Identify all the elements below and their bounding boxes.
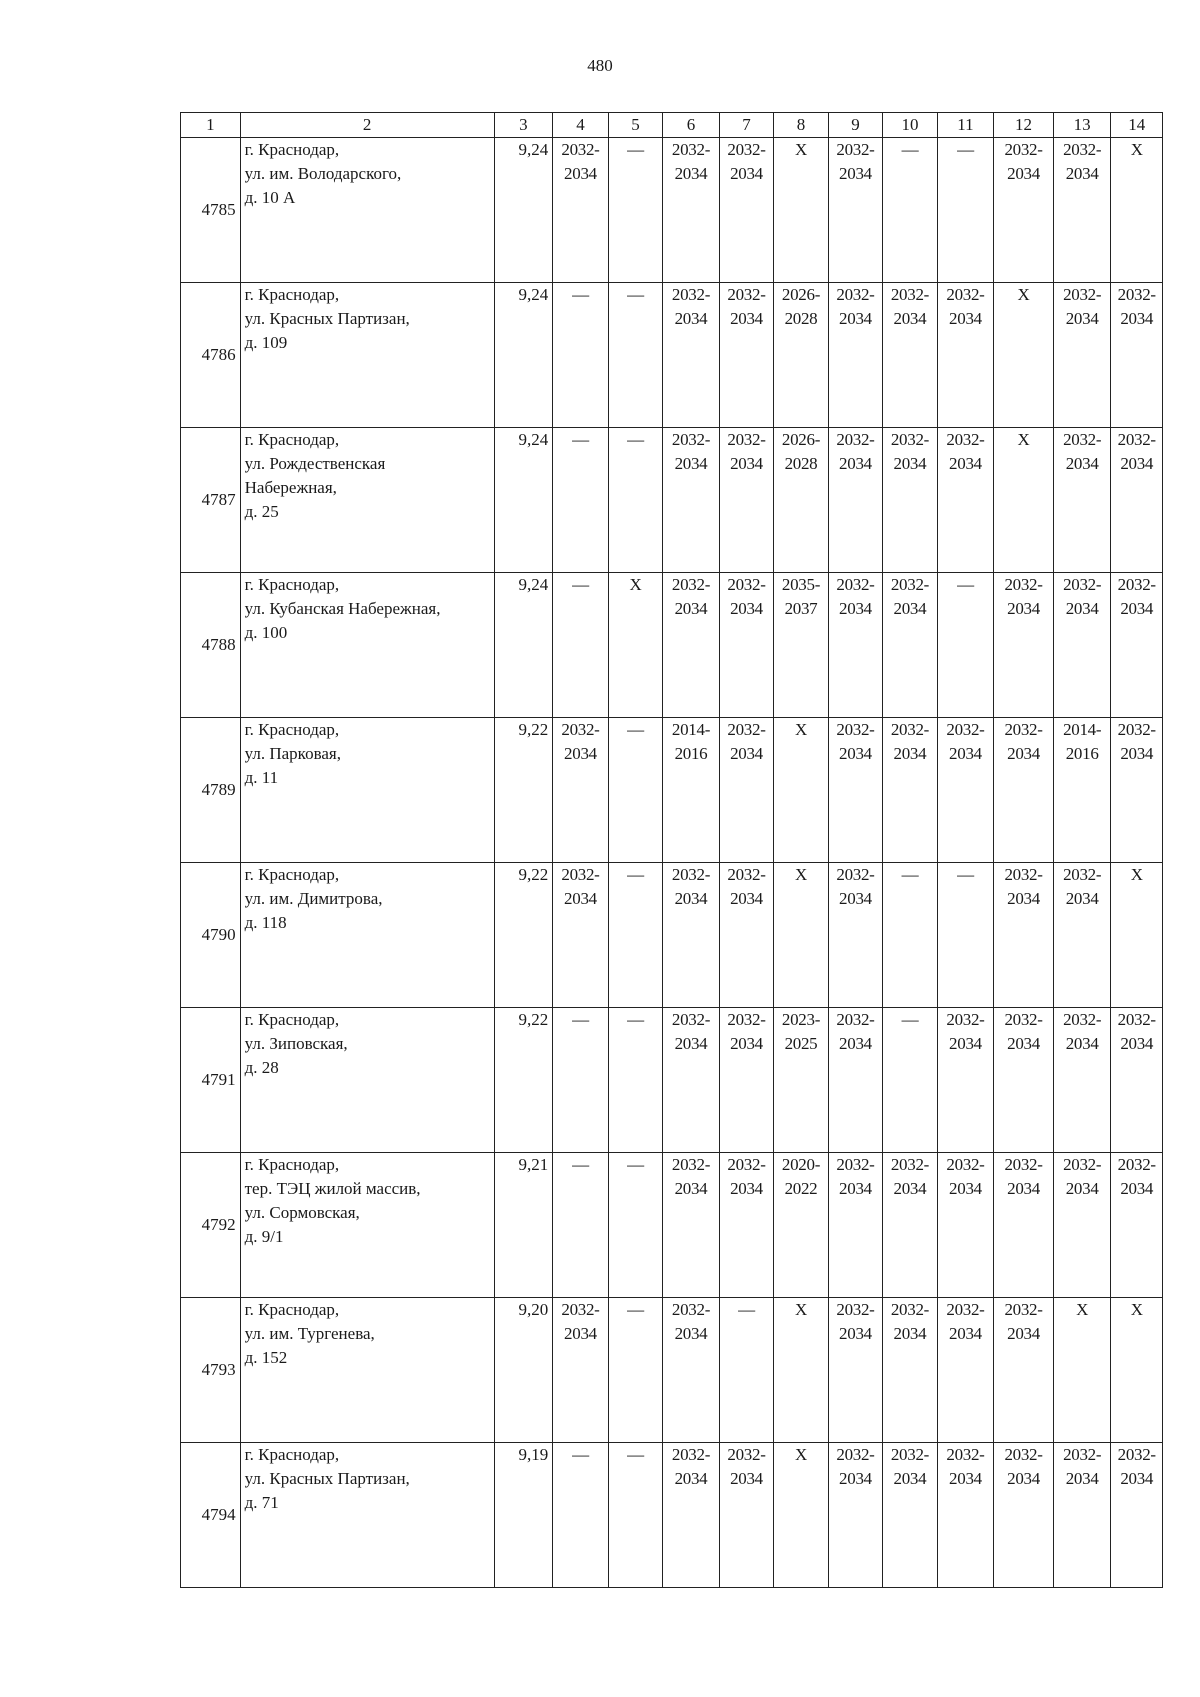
area-cell: 9,19 (494, 1443, 553, 1588)
period-cell-col-11: — (937, 138, 994, 283)
period-cell-col-9: 2032- 2034 (828, 1008, 882, 1153)
address-line: д. 118 (244, 913, 287, 932)
address-line: д. 152 (244, 1348, 288, 1367)
period-cell-col-11: 2032- 2034 (937, 718, 994, 863)
address-cell (240, 1443, 494, 1588)
address-line: г. Краснодар, (244, 1155, 340, 1174)
period-cell-col-7: — (719, 1298, 773, 1443)
address-line: д. 28 (244, 1058, 279, 1077)
period-cell-col-10: — (883, 138, 937, 283)
period-cell-col-14: X (1111, 1298, 1163, 1443)
period-cell-col-5: — (608, 1443, 662, 1588)
period-cell-col-13: X (1053, 1298, 1111, 1443)
area-cell: 9,20 (494, 1298, 553, 1443)
period-cell-col-10: 2032- 2034 (883, 1153, 937, 1298)
period-cell-col-12: 2032- 2034 (994, 718, 1054, 863)
period-cell-col-11: 2032- 2034 (937, 1008, 994, 1153)
page-number: 480 (587, 56, 613, 75)
area-cell: 9,22 (494, 1008, 553, 1153)
address-line: д. 109 (244, 333, 288, 352)
period-cell-col-14: 2032- 2034 (1111, 1443, 1163, 1588)
table-row (181, 1443, 1163, 1588)
table-row (181, 283, 1163, 428)
period-cell-col-8: X (774, 1443, 828, 1588)
period-cell-col-8: 2020- 2022 (774, 1153, 828, 1298)
period-cell-col-11: — (937, 863, 994, 1008)
address-cell (240, 1298, 494, 1443)
address-line: ул. Зиповская, (244, 1034, 348, 1053)
period-cell-col-7: 2032- 2034 (719, 718, 773, 863)
column-header-1: 1 (181, 113, 241, 138)
address-cell (240, 863, 494, 1008)
address-line: д. 11 (244, 768, 279, 787)
period-cell-col-10: 2032- 2034 (883, 428, 937, 573)
period-cell-col-13: 2032- 2034 (1053, 573, 1111, 718)
address-line: г. Краснодар, (244, 1010, 340, 1029)
column-header-13: 13 (1053, 113, 1111, 138)
column-header-4: 4 (553, 113, 609, 138)
period-cell-col-5: — (608, 863, 662, 1008)
period-cell-col-5: X (608, 573, 662, 718)
table-row (181, 1153, 1163, 1298)
area-cell: 9,24 (494, 138, 553, 283)
table-row (181, 573, 1163, 718)
address-cell (240, 1008, 494, 1153)
period-cell-col-8: 2026- 2028 (774, 428, 828, 573)
column-header-9: 9 (828, 113, 882, 138)
period-cell-col-10: 2032- 2034 (883, 718, 937, 863)
period-cell-col-10: — (883, 863, 937, 1008)
area-cell: 9,21 (494, 1153, 553, 1298)
period-cell-col-14: 2032- 2034 (1111, 283, 1163, 428)
address-cell (240, 138, 494, 283)
table-row (181, 863, 1163, 1008)
period-cell-col-12: X (994, 428, 1054, 573)
address-line: д. 25 (244, 502, 279, 521)
period-cell-col-10: — (883, 1008, 937, 1153)
period-cell-col-12: X (994, 283, 1054, 428)
address-line: г. Краснодар, (244, 285, 340, 304)
column-header-11: 11 (937, 113, 994, 138)
period-cell-col-4: — (553, 573, 609, 718)
area-cell: 9,24 (494, 428, 553, 573)
address-line: д. 9/1 (244, 1227, 284, 1246)
area-cell: 9,24 (494, 283, 553, 428)
period-cell-col-12: 2032- 2034 (994, 1298, 1054, 1443)
table-row (181, 428, 1163, 573)
period-cell-col-4: 2032- 2034 (553, 863, 609, 1008)
period-cell-col-14: 2032- 2034 (1111, 428, 1163, 573)
period-cell-col-6: 2032- 2034 (663, 138, 720, 283)
address-line: ул. им. Володарского, (244, 164, 402, 183)
period-cell-col-13: 2032- 2034 (1053, 283, 1111, 428)
address-line: ул. Красных Партизан, (244, 1469, 410, 1488)
row-number: 4790 (181, 863, 241, 1008)
period-cell-col-14: 2032- 2034 (1111, 573, 1163, 718)
period-cell-col-6: 2032- 2034 (663, 428, 720, 573)
period-cell-col-6: 2014- 2016 (663, 718, 720, 863)
period-cell-col-14: 2032- 2034 (1111, 1153, 1163, 1298)
period-cell-col-13: 2032- 2034 (1053, 138, 1111, 283)
address-line: г. Краснодар, (244, 720, 340, 739)
address-line: г. Краснодар, (244, 1445, 340, 1464)
period-cell-col-6: 2032- 2034 (663, 1153, 720, 1298)
period-cell-col-5: — (608, 718, 662, 863)
period-cell-col-9: 2032- 2034 (828, 1153, 882, 1298)
period-cell-col-5: — (608, 1153, 662, 1298)
area-cell: 9,22 (494, 863, 553, 1008)
period-cell-col-14: 2032- 2034 (1111, 1008, 1163, 1153)
period-cell-col-4: 2032- 2034 (553, 138, 609, 283)
table-body (181, 138, 1163, 1588)
table-row (181, 718, 1163, 863)
period-cell-col-13: 2014- 2016 (1053, 718, 1111, 863)
period-cell-col-11: — (937, 573, 994, 718)
period-cell-col-5: — (608, 283, 662, 428)
area-cell: 9,24 (494, 573, 553, 718)
period-cell-col-4: — (553, 1008, 609, 1153)
row-number: 4793 (181, 1298, 241, 1443)
column-header-12: 12 (994, 113, 1054, 138)
period-cell-col-8: X (774, 1298, 828, 1443)
period-cell-col-5: — (608, 428, 662, 573)
period-cell-col-13: 2032- 2034 (1053, 863, 1111, 1008)
column-header-2: 2 (240, 113, 494, 138)
period-cell-col-12: 2032- 2034 (994, 1008, 1054, 1153)
period-cell-col-6: 2032- 2034 (663, 283, 720, 428)
address-cell (240, 283, 494, 428)
period-cell-col-7: 2032- 2034 (719, 1443, 773, 1588)
period-cell-col-13: 2032- 2034 (1053, 428, 1111, 573)
period-cell-col-13: 2032- 2034 (1053, 1008, 1111, 1153)
period-cell-col-6: 2032- 2034 (663, 1443, 720, 1588)
address-line: ул. Парковая, (244, 744, 341, 763)
period-cell-col-5: — (608, 1298, 662, 1443)
period-cell-col-9: 2032- 2034 (828, 283, 882, 428)
address-line: ул. им. Димитрова, (244, 889, 383, 908)
period-cell-col-6: 2032- 2034 (663, 573, 720, 718)
period-cell-col-11: 2032- 2034 (937, 1153, 994, 1298)
period-cell-col-11: 2032- 2034 (937, 1443, 994, 1588)
period-cell-col-4: 2032- 2034 (553, 1298, 609, 1443)
period-cell-col-8: X (774, 718, 828, 863)
period-cell-col-8: X (774, 863, 828, 1008)
period-cell-col-14: 2032- 2034 (1111, 718, 1163, 863)
period-cell-col-13: 2032- 2034 (1053, 1153, 1111, 1298)
address-line: ул. Сормовская, (244, 1203, 360, 1222)
address-line: г. Краснодар, (244, 865, 340, 884)
column-header-10: 10 (883, 113, 937, 138)
period-cell-col-9: 2032- 2034 (828, 428, 882, 573)
column-header-7: 7 (719, 113, 773, 138)
period-cell-col-8: X (774, 138, 828, 283)
period-cell-col-12: 2032- 2034 (994, 863, 1054, 1008)
period-cell-col-12: 2032- 2034 (994, 138, 1054, 283)
period-cell-col-12: 2032- 2034 (994, 573, 1054, 718)
period-cell-col-14: X (1111, 863, 1163, 1008)
period-cell-col-7: 2032- 2034 (719, 138, 773, 283)
period-cell-col-10: 2032- 2034 (883, 573, 937, 718)
row-number: 4788 (181, 573, 241, 718)
period-cell-col-7: 2032- 2034 (719, 863, 773, 1008)
address-line: Набережная, (244, 478, 337, 497)
period-cell-col-7: 2032- 2034 (719, 1153, 773, 1298)
address-line: г. Краснодар, (244, 1300, 340, 1319)
period-cell-col-8: 2026- 2028 (774, 283, 828, 428)
period-cell-col-8: 2023- 2025 (774, 1008, 828, 1153)
address-line: д. 100 (244, 623, 288, 642)
period-cell-col-6: 2032- 2034 (663, 1298, 720, 1443)
row-number: 4787 (181, 428, 241, 573)
period-cell-col-9: 2032- 2034 (828, 573, 882, 718)
row-number: 4785 (181, 138, 241, 283)
address-line: г. Краснодар, (244, 575, 340, 594)
table-row (181, 1008, 1163, 1153)
table-row (181, 1298, 1163, 1443)
period-cell-col-4: — (553, 283, 609, 428)
address-line: д. 10 А (244, 188, 296, 207)
area-cell: 9,22 (494, 718, 553, 863)
period-cell-col-13: 2032- 2034 (1053, 1443, 1111, 1588)
address-line: ул. Рождественская (244, 454, 386, 473)
period-cell-col-4: — (553, 1443, 609, 1588)
period-cell-col-6: 2032- 2034 (663, 1008, 720, 1153)
column-header-5: 5 (608, 113, 662, 138)
address-cell (240, 428, 494, 573)
period-cell-col-7: 2032- 2034 (719, 1008, 773, 1153)
header-row (181, 113, 1163, 138)
period-cell-col-9: 2032- 2034 (828, 718, 882, 863)
address-line: г. Краснодар, (244, 140, 340, 159)
period-cell-col-9: 2032- 2034 (828, 1298, 882, 1443)
address-cell (240, 573, 494, 718)
table-row (181, 138, 1163, 283)
period-cell-col-9: 2032- 2034 (828, 1443, 882, 1588)
period-cell-col-10: 2032- 2034 (883, 1443, 937, 1588)
address-cell (240, 718, 494, 863)
period-cell-col-8: 2035- 2037 (774, 573, 828, 718)
period-cell-col-7: 2032- 2034 (719, 283, 773, 428)
period-cell-col-5: — (608, 138, 662, 283)
period-cell-col-10: 2032- 2034 (883, 1298, 937, 1443)
address-line: д. 71 (244, 1493, 279, 1512)
period-cell-col-5: — (608, 1008, 662, 1153)
period-cell-col-4: — (553, 1153, 609, 1298)
row-number: 4789 (181, 718, 241, 863)
period-cell-col-9: 2032- 2034 (828, 138, 882, 283)
period-cell-col-7: 2032- 2034 (719, 428, 773, 573)
period-cell-col-6: 2032- 2034 (663, 863, 720, 1008)
period-cell-col-9: 2032- 2034 (828, 863, 882, 1008)
column-header-6: 6 (663, 113, 720, 138)
period-cell-col-10: 2032- 2034 (883, 283, 937, 428)
row-number: 4786 (181, 283, 241, 428)
column-header-14: 14 (1111, 113, 1163, 138)
address-line: г. Краснодар, (244, 430, 340, 449)
period-cell-col-14: X (1111, 138, 1163, 283)
address-line: ул. Красных Партизан, (244, 309, 410, 328)
column-header-3: 3 (494, 113, 553, 138)
period-cell-col-7: 2032- 2034 (719, 573, 773, 718)
housing-register-table (180, 112, 1163, 1588)
period-cell-col-11: 2032- 2034 (937, 283, 994, 428)
period-cell-col-4: — (553, 428, 609, 573)
period-cell-col-12: 2032- 2034 (994, 1443, 1054, 1588)
row-number: 4791 (181, 1008, 241, 1153)
row-number: 4792 (181, 1153, 241, 1298)
address-line: ул. им. Тургенева, (244, 1324, 375, 1343)
column-header-8: 8 (774, 113, 828, 138)
period-cell-col-11: 2032- 2034 (937, 428, 994, 573)
period-cell-col-11: 2032- 2034 (937, 1298, 994, 1443)
period-cell-col-4: 2032- 2034 (553, 718, 609, 863)
row-number: 4794 (181, 1443, 241, 1588)
address-line: ул. Кубанская Набережная, (244, 599, 441, 618)
period-cell-col-12: 2032- 2034 (994, 1153, 1054, 1298)
address-cell (240, 1153, 494, 1298)
address-line: тер. ТЭЦ жилой массив, (244, 1179, 421, 1198)
